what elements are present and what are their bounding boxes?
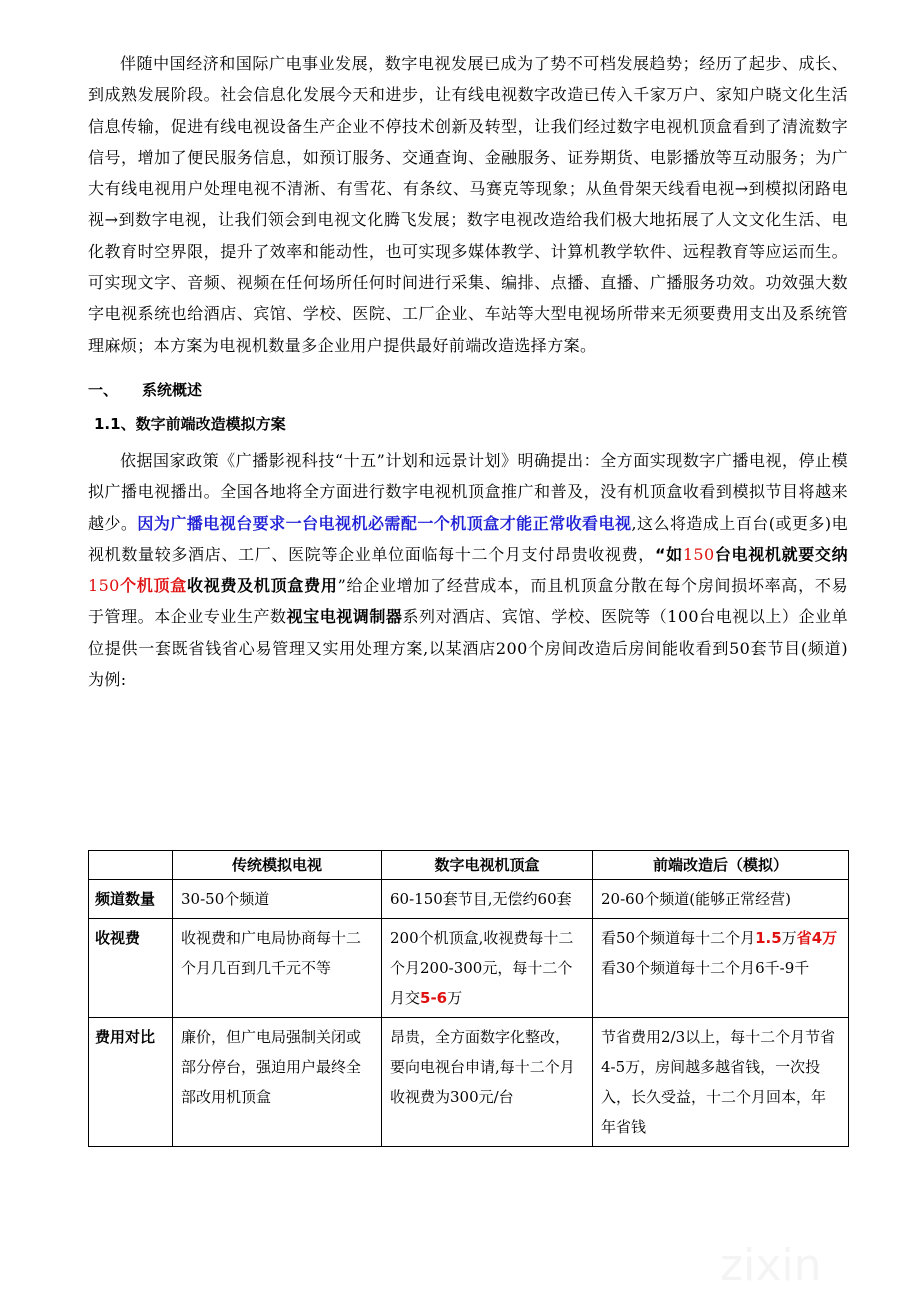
table-header-row [89,851,849,880]
table-cell: 20-60个频道(能够正常经营) [593,880,849,919]
table-cell: 节省费用2/3以上，每十二个月节省4-5万，房间越多越省钱，一次投入，长久受益，十二个月回本，年年省钱 [593,1018,849,1147]
policy-text-3: 给企业增加了经营成本，而且机顶盒分散在每个房间损坏率高，不易于管理。本企业专业生产数 [88,576,848,627]
highlight-red-stb: 个机顶盒 [119,576,187,596]
highlight-red-150b: 150 [88,576,120,596]
table-row [89,880,849,919]
document-body [88,48,848,695]
table-cell: 昂贵，全方面数字化整改，要向电视台申请,每十二个月收视费为300元/台 [382,1018,593,1147]
highlight-blue: 因为广播电视台要求一台电视机必需配一个机顶盒才能正常收看电视 [137,513,632,533]
cell-text: 看50个频道每十二个月 [601,929,756,947]
section-number: 一、 [88,380,119,399]
header-analog-tv: 传统模拟电视 [173,851,382,880]
quote-close: ” [337,576,347,596]
policy-text-4: 系列对酒店、宾馆、学校、医院等（100台电视以上）企业单位提供一套既省钱省心易管理又实用处理方案,以某酒店200个房间改造后房间能收看到50套节目(频道)为例: [88,607,848,690]
policy-text-1: 依据国家政策《广播影视科技“十五”计划和远景计划》明确提出：全方面实现数字广播电视，停止模拟广播电视播出。全国各地将全方面进行数字电视机顶盒推广和普及，没有机顶盒收看到模拟节目将越来越少。 [88,450,848,533]
header-empty [89,851,173,880]
intro-paragraph: 伴随中国经济和国际广电事业发展，数字电视发展已成为了势不可档发展趋势；经历了起步、成长、到成熟发展阶段。社会信息化发展今天和进步，让有线电视数字改造已传入千家万户、家知户晓文化生活信息传输，促进有线电视设备生产企业不停技术创新及转型，让我们经过数字电视机顶盒看到了清流数字信号，增加了便民服务信息，如预订服务、交通查询、金融服务、证券期货、电影播放等互动服务；为广大有线电视用户处理电视不清淅、有雪花、有条纹、马赛克等现象；从鱼骨架天线看电视→到模拟闭路电视→到数字电视，让我们领会到电视文化腾飞发展；数字电视改造给我们极大地拓展了人文文化生活、电化教育时空界限，提升了效率和能动性，也可实现多媒体教学、计算机教学软件、远程教育等应运而生。可实现文字、音频、视频在任何场所任何时间进行采集、编排、点播、直播、广播服务功效。功效强大数字电视系统也给酒店、宾馆、学校、医院、工厂企业、车站等大型电视场所带来无须要费用支出及系统管理麻烦；本方案为电视机数量多企业用户提供最好前端改造选择方案。 [88,54,848,355]
table-row [89,919,849,1018]
section-title: 系统概述 [142,380,203,399]
section-heading [88,375,848,405]
table-cell: 60-150套节目,无偿约60套 [382,880,593,919]
quote-text-2: 收视费及机顶盒费用 [187,576,338,596]
header-after-upgrade: 前端改造后（模拟） [593,851,849,880]
cell-highlight-red: 5-6 [420,989,448,1007]
quote-text-1: 台电视机就要交纳 [714,544,848,564]
cell-text: 万 [781,929,797,947]
table-cell: 收视费和广电局协商每十二个月几百到几千元不等 [173,919,382,1018]
header-set-top-box: 数字电视机顶盒 [382,851,593,880]
cell-highlight-red: 1.5 [755,929,782,947]
row-label: 频道数量 [89,880,173,919]
subsection-heading: 1.1、数字前端改造模拟方案 [94,414,286,433]
table-cell [593,919,849,1018]
watermark: zixin [720,1240,822,1291]
table-row [89,1018,849,1147]
policy-text-2: ,这么将造成上百台(或更多)电视机数量较多酒店、工厂、医院等企业单位面临每十二个月支付昂贵收视费， [88,513,848,564]
comparison-table [88,850,849,1147]
quote-open: “如 [654,544,683,564]
highlight-red-150a: 150 [682,544,715,564]
cell-line [601,923,840,953]
cell-text: 200个机顶盒,收视费每十二个月200-300元，每十二个月交 [390,929,574,1007]
cell-line: 看30个频道每十二个月6千-9千 [601,959,810,977]
cell-text: 万 [447,989,463,1007]
product-name: 视宝电视调制器 [286,607,403,627]
table-cell [382,919,593,1018]
policy-paragraph [88,445,848,695]
row-label: 费用对比 [89,1018,173,1147]
table-cell: 30-50个频道 [173,880,382,919]
row-label: 收视费 [89,919,173,1018]
cell-highlight-red: 省4万 [796,929,838,947]
table-cell: 廉价，但广电局强制关闭或部分停台，强迫用户最终全部改用机顶盒 [173,1018,382,1147]
